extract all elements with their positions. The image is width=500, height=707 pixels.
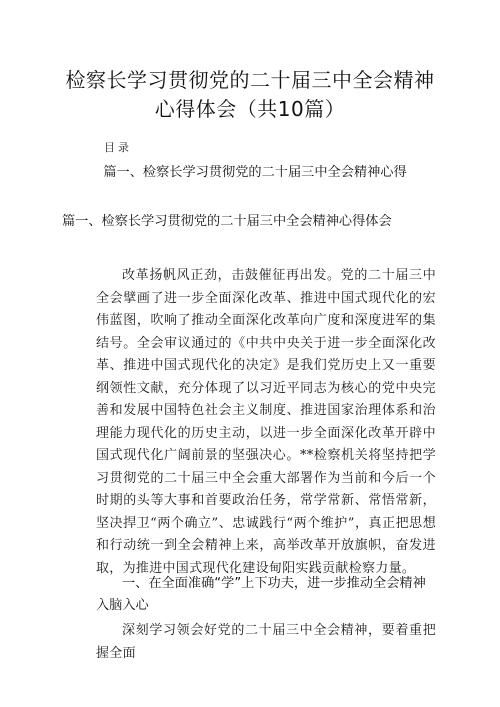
toc-item-1[interactable]: 篇一、检察长学习贯彻党的二十届三中全会精神心得 <box>103 165 407 180</box>
document-title-line-1: 检察长学习贯彻党的二十届三中全会精神 <box>65 68 435 92</box>
body-paragraph-1: 改革扬帆风正劲，击鼓催征再出发。党的二十届三中全会擘画了进一步全面深化改革、推进中国式现代化的宏伟蓝图，吹响了推动全面深化改革向广度和深度进军的集结号。全会审议通过的《中共中央关于进一步全面深化改革、推进中国式现代化的决定》是我们党历史上又一重要纲领性文献，充分体现了以习近平同志为核心的党中央完善和发展中国特色社会主义制度、推进国家治理体系和治理能力现代化的历史主动，以进一步全面深化改革开辟中国式现代化广阔前景的坚强决心。**检察机关将坚持把学习贯彻党的二十届三中全会重大部署作为当前和今后一个时期的头等大事和首要政治任务，常学常新、常悟常新，坚决捍卫“两个确立”、忠诚践行“两个维护”，真正把思想和行动统一到全会精神上来，高举改革开放旗帜，奋发进取，为推进中国式现代化建设甸阳实践贡献检察力量。 <box>96 268 436 576</box>
subheading-1: 一、在全面准确“学”上下功夫，进一步推动全会精神入脑入心 <box>96 576 426 613</box>
section-heading: 篇一、检察长学习贯彻党的二十届三中全会精神心得体会 <box>62 214 392 229</box>
toc-label: 目录 <box>104 141 132 154</box>
body-paragraph-2: 深刻学习领会好党的二十届三中全会精神，要着重把握全面 <box>96 623 436 661</box>
document-title-line-2: 心得体会（共10篇） <box>154 97 346 121</box>
